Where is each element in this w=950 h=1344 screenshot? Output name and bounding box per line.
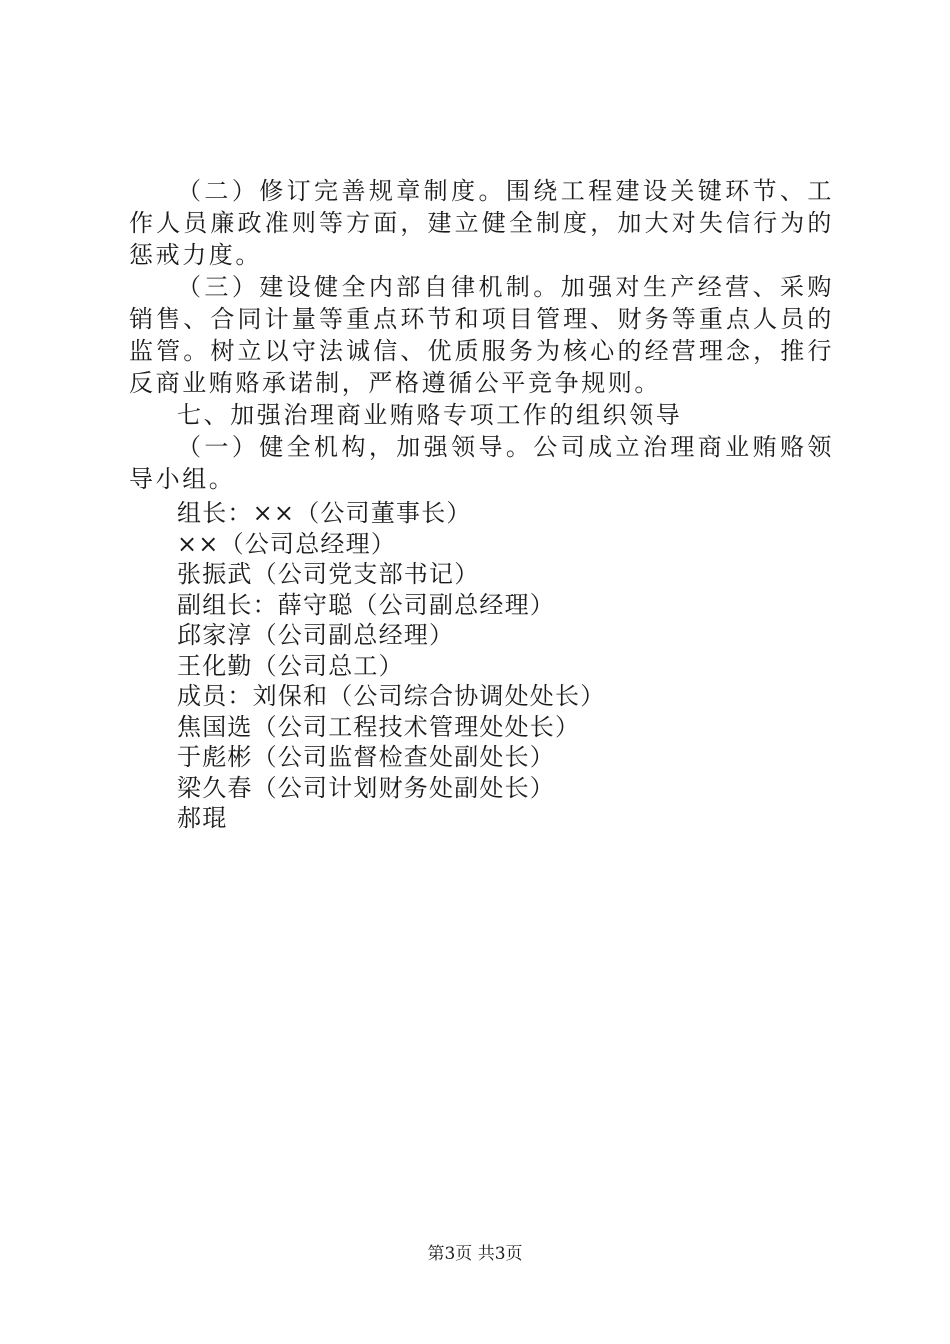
roster-line: 成员：刘保和（公司综合协调处处长） [177, 682, 606, 710]
paragraph-self-discipline: （三）建设健全内部自律机制。加强对生产经营、采购销售、合同计量等重点环节和项目管理、财务等重点人员的监管。树立以守法诚信、优质服务为核心的经营理念，推行反商业贿赂承诺制，严格遵循公平竞争规则。 [129, 273, 834, 397]
roster-line: 组长：××（公司董事长） [177, 499, 472, 527]
roster-list [129, 498, 834, 834]
document-body [129, 175, 834, 834]
roster-line: 张振武（公司党支部书记） [177, 560, 480, 588]
roster-line: 于彪彬（公司监督检查处副处长） [177, 743, 555, 771]
roster-line: ××（公司总经理） [177, 529, 397, 558]
paragraph-establish-group: （一）健全机构，加强领导。公司成立治理商业贿赂领导小组。 [129, 433, 834, 493]
roster-line: 王化勤（公司总工） [177, 651, 404, 680]
roster-line: 梁久春（公司计划财务处副处长） [177, 773, 555, 802]
roster-line: 郝琨 [177, 804, 228, 832]
page-number-footer: 第3页 共3页 [427, 1244, 523, 1264]
roster-line: 焦国选（公司工程技术管理处处长） [177, 712, 581, 741]
section-heading-leadership: 七、加强治理商业贿赂专项工作的组织领导 [177, 401, 683, 429]
roster-line: 邱家淳（公司副总经理） [177, 621, 455, 649]
paragraph-revise-rules: （二）修订完善规章制度。围绕工程建设关键环节、工作人员廉政准则等方面，建立健全制度，加大对失信行为的惩戒力度。 [129, 177, 834, 269]
roster-line: 副组长：薛守聪（公司副总经理） [177, 590, 555, 619]
